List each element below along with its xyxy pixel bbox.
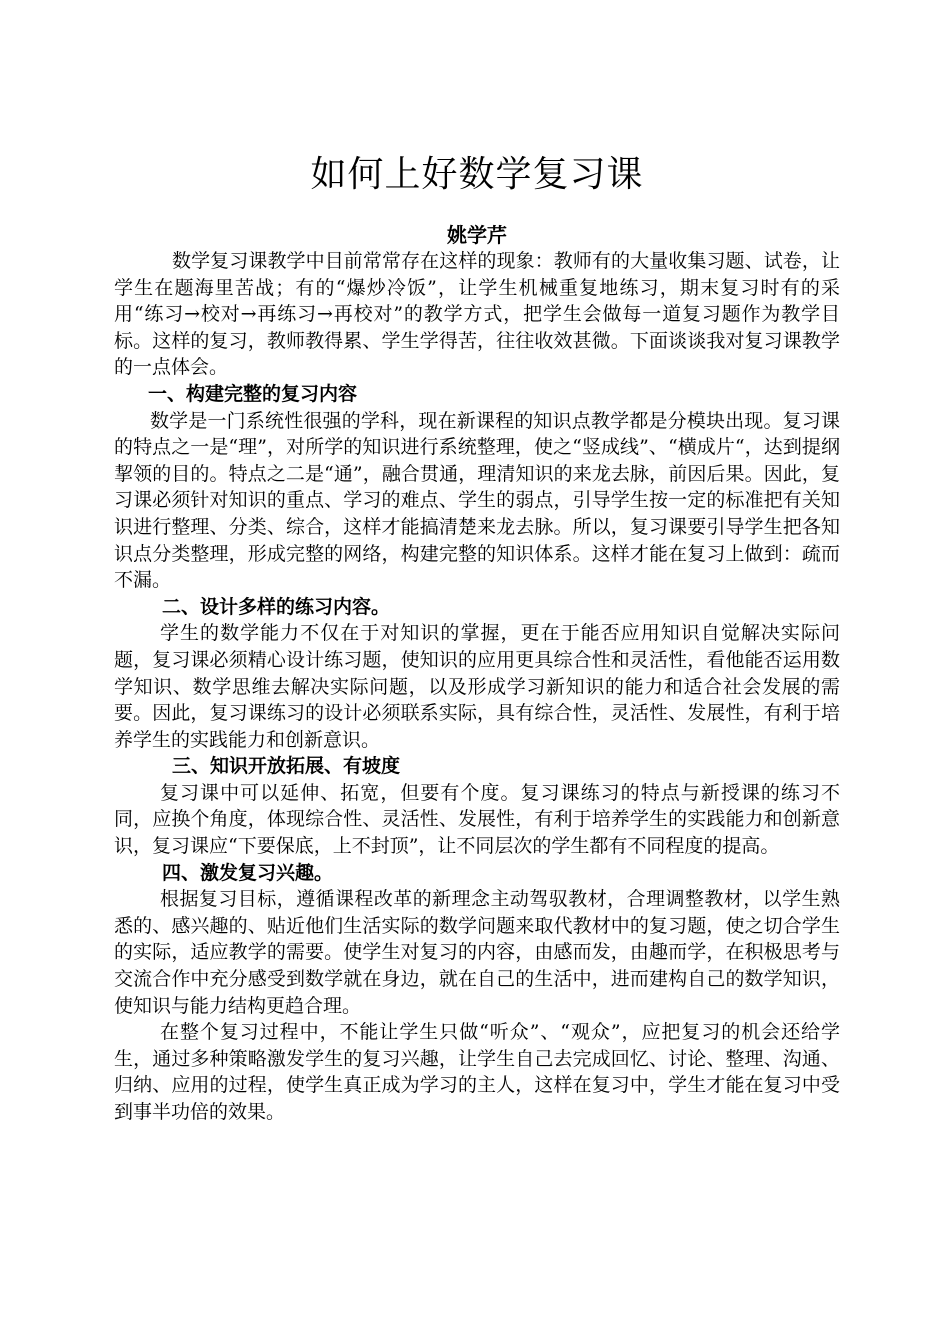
section-paragraph-2: 学生的数学能力不仅在于对知识的掌握，更在于能否应用知识自觉解决实际问题，复习课必须精心设计练习题，使知识的应用更具综合性和灵活性，看他能否运用数学知识、数学思维去解决实际问题，以及形成学习新知识的能力和适合社会发展的需要。因此，复习课练习的设计必须联系实际，具有综合性，灵活性、发展性，有利于培养学生的实践能力和创新意识。 (114, 622, 840, 751)
section-heading-3: 三、知识开放拓展、有坡度 (172, 755, 401, 778)
section-paragraph-5: 在整个复习过程中，不能让学生只做“听众”、“观众”，应把复习的机会还给学生，通过多种策略激发学生的复习兴趣，让学生自己去完成回忆、讨论、整理、沟通、归纳、应用的过程，使学生真正成为学习的主人，这样在复习中，学生才能在复习中受到事半功倍的效果。 (114, 1021, 840, 1123)
section-heading-1: 一、构建完整的复习内容 (148, 382, 358, 405)
section-heading-2: 二、设计多样的练习内容。 (162, 595, 391, 618)
intro-paragraph: 数学复习课教学中目前常常存在这样的现象：教师有的大量收集习题、试卷，让学生在题海里苦战；有的“爆炒冷饭”，让学生机械重复地练习，期末复习时有的采用“练习→校对→再练习→再校对”的教学方式，把学生会做每一道复习题作为教学目标。这样的复习，教师教得累、学生学得苦，往往收效甚微。下面谈谈我对复习课教学的一点体会。 (114, 250, 840, 379)
section-paragraph-3: 复习课中可以延伸、拓宽，但要有个度。复习课练习的特点与新授课的练习不同，应换个角度，体现综合性、灵活性、发展性，有利于培养学生的实践能力和创新意识，复习课应“下要保底，上不封顶”，让不同层次的学生都有不同程度的提高。 (114, 781, 840, 858)
page-title: 如何上好数学复习课 (310, 154, 644, 195)
document-page (114, 148, 840, 1126)
section-paragraph-4: 根据复习目标，遵循课程改革的新理念主动驾驭教材，合理调整教材，以学生熟悉的、感兴趣的、贴近他们生活实际的数学问题来取代教材中的复习题，使之切合学生的实际，适应教学的需要。使学生对复习的内容，由感而发，由趣而学，在积极思考与交流合作中充分感受到数学就在身边，就在自己的生活中，进而建构自己的数学知识，使知识与能力结构更趋合理。 (114, 888, 840, 1017)
section-heading-4: 四、激发复习兴趣。 (162, 861, 334, 884)
section-paragraph-1: 数学是一门系统性很强的学科，现在新课程的知识点教学都是分模块出现。复习课的特点之一是“理”，对所学的知识进行系统整理，使之“竖成线”、“横成片“，达到提纲挈领的目的。特点之二是“通”，融合贯通，理清知识的来龙去脉，前因后果。因此，复习课必须针对知识的重点、学习的难点、学生的弱点，引导学生按一定的标准把有关知识进行整理、分类、综合，这样才能搞清楚来龙去脉。所以，复习课要引导学生把各知识点分类整理，形成完整的网络，构建完整的知识体系。这样才能在复习上做到：疏而不漏。 (114, 409, 840, 592)
author-name: 姚学芹 (447, 223, 507, 247)
